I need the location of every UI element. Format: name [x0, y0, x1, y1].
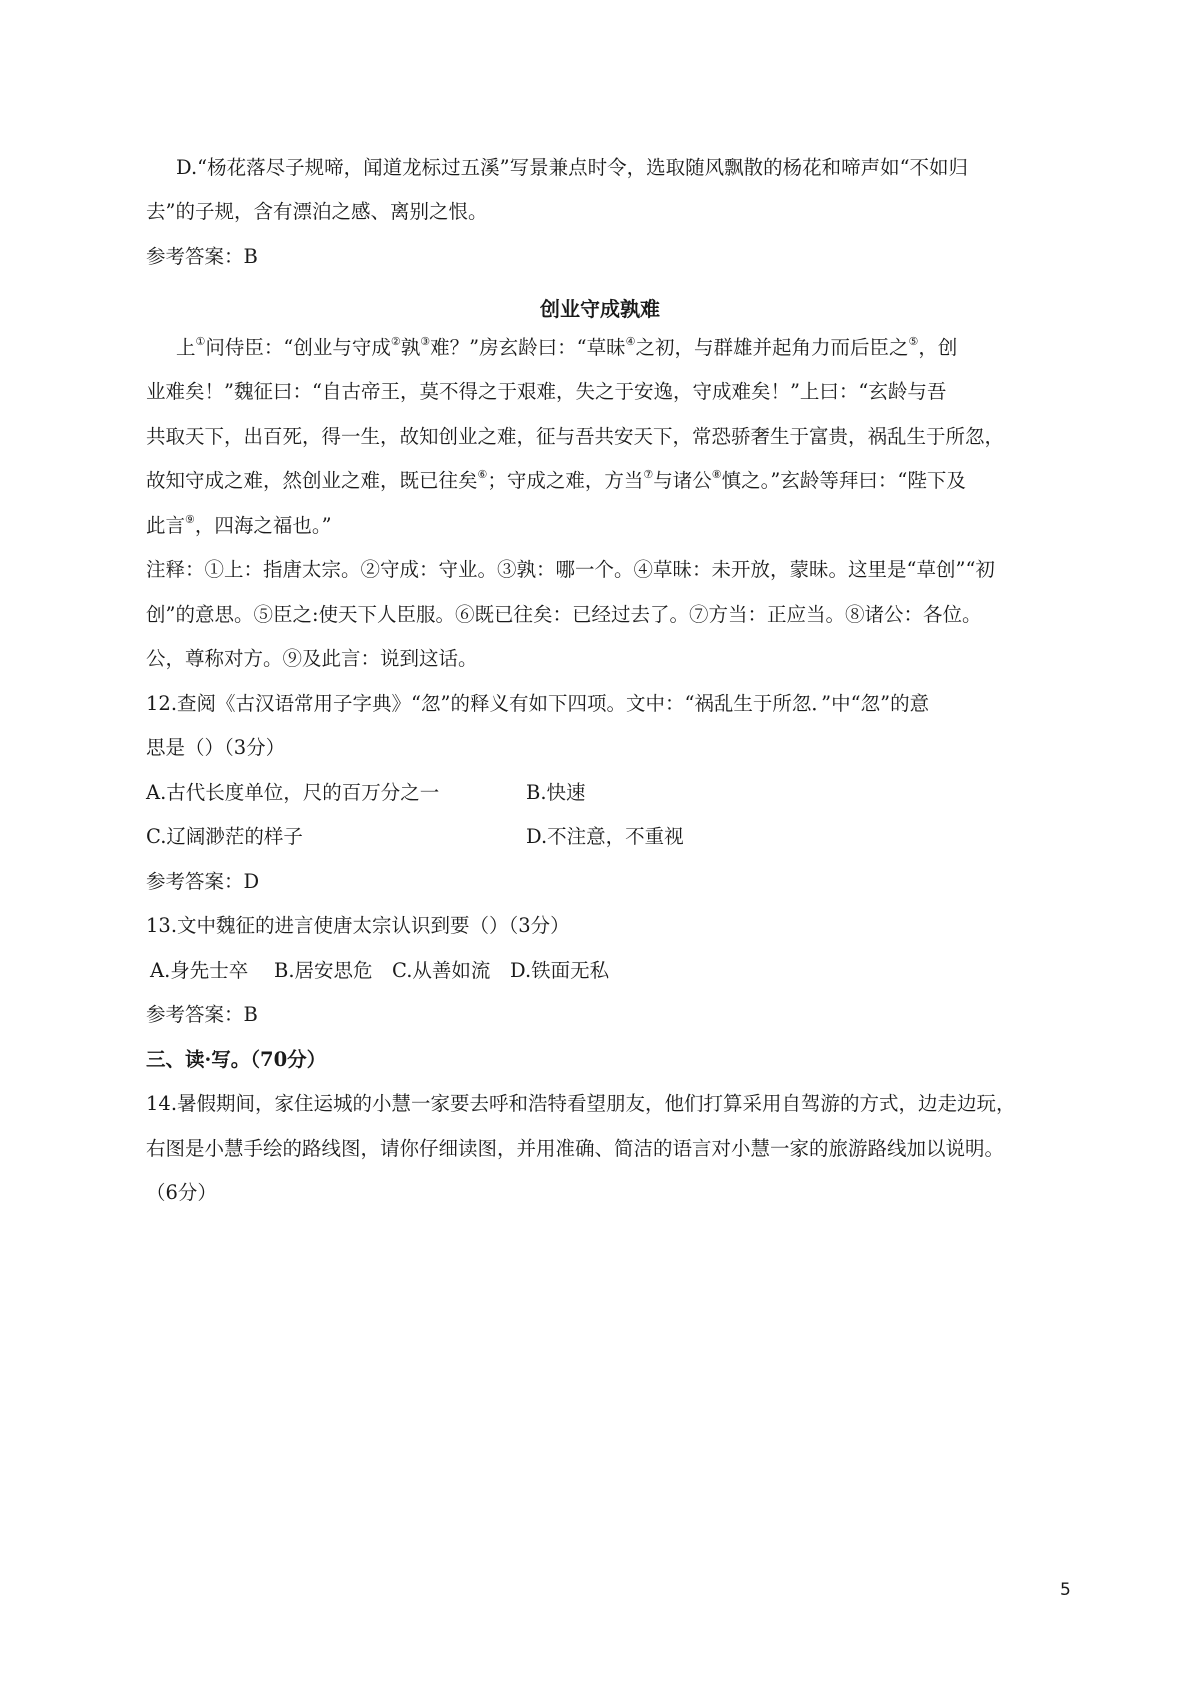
- passage-line2: 业难矣！”魏征曰：“自古帝王，莫不得之于艰难，失之于安逸，守成难矣！”上曰：“玄龄与吾: [146, 380, 947, 403]
- q13-option-c: C.从善如流: [392, 959, 491, 982]
- q12-option-c: C.辽阔渺茫的样子: [146, 825, 303, 848]
- passage-line3: 共取天下，出百死，得一生，故知创业之难，征与吾共安天下，常恐骄奢生于富贵，祸乱生于所忽，: [146, 425, 1005, 448]
- q14-line1: 14.暑假期间，家住运城的小慧一家要去呼和浩特看望朋友，他们打算采用自驾游的方式，边走边玩，: [146, 1092, 1016, 1115]
- notes-line2: 创”的意思。⑤臣之:使天下人臣服。⑥既已往矣：已经过去了。⑦方当：正应当。⑧诸公：各位。: [146, 603, 982, 626]
- q12-answer: 参考答案：D: [146, 870, 260, 893]
- passage-line5: 此言⑨，四海之福也。”: [146, 513, 332, 537]
- q12-stem-line2: 思是（）（3分）: [146, 736, 286, 759]
- q14-line2: 右图是小慧手绘的路线图，请你仔细读图，并用准确、简洁的语言对小慧一家的旅游路线加以说明。: [146, 1137, 1005, 1160]
- q12-option-d: D.不注意，不重视: [526, 825, 684, 848]
- notes-line1: 注释：①上：指唐太宗。②守成：守业。③孰：哪一个。④草昧：未开放，蒙昧。这里是“草创”“初: [146, 558, 995, 581]
- passage-line4: 故知守成之难，然创业之难，既已往矣⑥；守成之难，方当⑦与诸公⑧慎之。”玄龄等拜曰：“陛下及: [146, 468, 966, 492]
- option-d-line1: D.“杨花落尽子规啼，闻道龙标过五溪”写景兼点时令，选取随风飘散的杨花和啼声如“不如归: [176, 156, 969, 179]
- q12-option-b: B.快速: [526, 781, 586, 804]
- passage-line1: 上①问侍臣：“创业与守成②孰③难？”房玄龄曰：“草昧④之初，与群雄并起角力而后臣之⑤，创: [176, 335, 958, 359]
- answer-prev: 参考答案：B: [146, 245, 258, 268]
- page-number: 5: [1060, 1580, 1071, 1600]
- q13-stem: 13.文中魏征的进言使唐太宗认识到要（）（3分）: [146, 914, 570, 937]
- q12-options-row2: [146, 823, 1046, 851]
- q12-option-a: A.古代长度单位，尺的百万分之一: [146, 781, 440, 804]
- q12-options-row1: [146, 779, 1046, 807]
- q13-options: [150, 957, 950, 985]
- section3-heading: 三、读·写。（70分）: [146, 1048, 327, 1071]
- q14-line3: （6分）: [146, 1181, 217, 1204]
- q13-option-d: D.铁面无私: [510, 959, 610, 982]
- option-d-line2: 去”的子规，含有漂泊之感、离别之恨。: [146, 200, 488, 223]
- passage-title: 创业守成孰难: [540, 297, 660, 321]
- q12-stem-line1: 12.查阅《古汉语常用子字典》“忽”的释义有如下四项。文中：“祸乱生于所忽．”中“忽”的意: [146, 692, 930, 715]
- q13-option-a: A.身先士卒: [150, 959, 249, 982]
- q13-option-b: B.居安思危: [274, 959, 373, 982]
- q13-answer: 参考答案：B: [146, 1003, 258, 1026]
- notes-line3: 公，尊称对方。⑨及此言：说到这话。: [146, 647, 478, 670]
